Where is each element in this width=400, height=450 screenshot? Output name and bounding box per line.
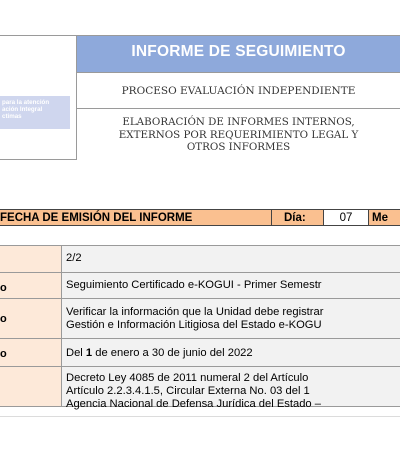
label-cell: [0, 367, 62, 407]
report-title: INFORME DE SEGUIMIENTO: [131, 43, 346, 60]
period-post: de enero a 30 de junio del 2022: [92, 347, 253, 359]
period-pre: Del: [66, 347, 86, 359]
row-line: Agencia Nacional de Defensa Jurídica del Estado –: [66, 398, 321, 410]
label-cell: [0, 273, 62, 299]
label-cell: [0, 339, 62, 367]
month-label: Me: [372, 212, 388, 224]
row-line: 2/2: [66, 252, 82, 264]
subtitle-line: ELABORACIÓN DE INFORMES INTERNOS,: [122, 116, 355, 128]
process-name: PROCESO EVALUACIÓN INDEPENDIENTE: [121, 85, 356, 97]
logo-text: [2, 100, 70, 120]
row-line: Artículo 2.2.3.4.1.5, Circular Externa No. 03 del 1: [66, 385, 310, 397]
row-marker: o: [0, 313, 7, 325]
logo-line: para la atención: [2, 99, 50, 106]
logo-line: ctimas: [2, 112, 22, 120]
bottom-divider: [0, 416, 400, 417]
period-start-day: 1: [85, 347, 93, 359]
report-subtitle: [77, 116, 400, 154]
page-count: [66, 252, 400, 265]
row-line: Verificar la información que la Unidad debe registrar: [66, 306, 324, 318]
logo-line: ación Integral: [2, 105, 43, 113]
row-line: Seguimiento Certificado e-KOGUI - Primer Semestr: [66, 279, 322, 291]
row-line: Gestión e Información Litigiosa del Estado e-KOGU: [66, 319, 322, 331]
subtitle-line: EXTERNOS POR REQUERIMIENTO LEGAL Y: [118, 128, 359, 141]
label-cell: [0, 245, 62, 273]
row-line: Decreto Ley 4085 de 2011 numeral 2 del Artículo: [66, 372, 309, 384]
row-marker: o: [0, 282, 7, 294]
report-name: [66, 279, 400, 292]
report-period: [66, 347, 400, 360]
day-label: Día:: [284, 212, 306, 224]
day-value: 07: [339, 212, 353, 224]
legal-basis: [66, 372, 400, 411]
report-objective: [66, 306, 400, 332]
row-marker: o: [0, 348, 7, 360]
label-cell: [0, 299, 62, 339]
subtitle-line: OTROS INFORMES: [186, 141, 291, 153]
date-label: FECHA DE EMISIÓN DEL INFORME: [0, 212, 193, 224]
